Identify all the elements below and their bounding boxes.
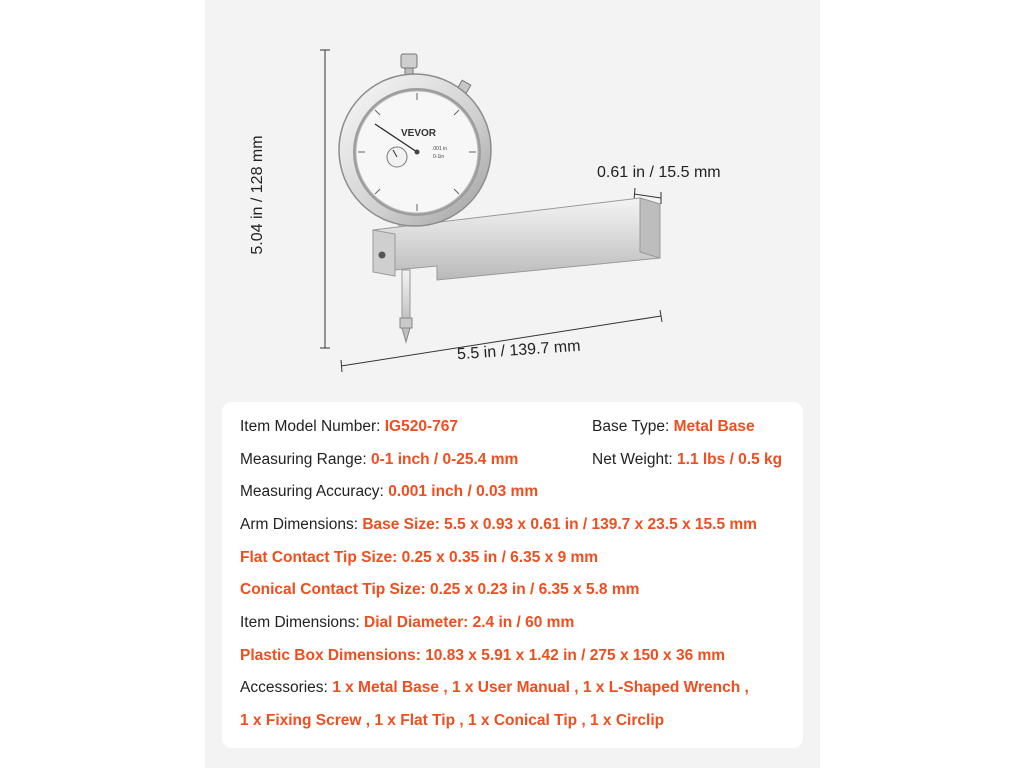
product-figure: [205, 0, 820, 400]
length-dimension-label: 5.5 in / 139.7 mm: [456, 337, 582, 364]
accessories-value-line1: 1 x Metal Base , 1 x User Manual , 1 x L-Shaped Wrench ,: [332, 679, 749, 696]
spec-row-flat-tip: [240, 549, 598, 567]
range-value: 0-1 inch / 0-25.4 mm: [370, 451, 519, 468]
spec-row-weight: [592, 451, 782, 469]
accuracy-label: Measuring Accuracy:: [240, 483, 384, 500]
spec-row-accessories: [240, 679, 749, 697]
spec-row-arm: [240, 516, 757, 534]
accessories-label: Accessories:: [240, 679, 328, 696]
base-type-label: Base Type:: [592, 418, 670, 435]
weight-value: 1.1 lbs / 0.5 kg: [677, 451, 783, 468]
spec-row-accuracy: [240, 483, 538, 501]
spec-row-item-dimensions: [240, 614, 574, 632]
dial-brand: VEVOR: [401, 128, 437, 139]
spec-card: [222, 402, 803, 748]
length-dimension-line: [341, 310, 662, 372]
accuracy-value: 0.001 inch / 0.03 mm: [388, 483, 539, 500]
spec-row-range: [240, 451, 518, 469]
spec-row-accessories-cont: [240, 712, 664, 730]
flat-tip-value: Flat Contact Tip Size: 0.25 x 0.35 in / 6.35 x 9 mm: [240, 549, 599, 566]
box-dimensions-value: Plastic Box Dimensions: 10.83 x 5.91 x 1.42 in / 275 x 150 x 36 mm: [240, 647, 726, 664]
item-dimensions-value: Dial Diameter: 2.4 in / 60 mm: [364, 614, 575, 631]
dial-resolution: .001 in: [432, 146, 448, 152]
spec-row-base-type: [592, 418, 755, 436]
dial-indicator-illustration: [205, 0, 820, 400]
item-dimensions-label: Item Dimensions:: [240, 614, 360, 631]
height-dimension-label: 5.04 in / 128 mm: [249, 135, 266, 255]
dial-range: 0-1in: [433, 154, 445, 160]
base-type-value: Metal Base: [673, 418, 755, 435]
dial-gauge: [339, 74, 491, 226]
spec-row-box: [240, 647, 725, 665]
spec-row-model: [240, 418, 458, 436]
model-value: IG520-767: [384, 418, 458, 435]
model-label: Item Model Number:: [240, 418, 381, 435]
spec-row-conical-tip: [240, 581, 639, 599]
range-label: Measuring Range:: [240, 451, 367, 468]
weight-label: Net Weight:: [592, 451, 673, 468]
arm-label: Arm Dimensions:: [240, 516, 358, 533]
conical-tip-value: Conical Contact Tip Size: 0.25 x 0.23 in / 6.35 x 5.8 mm: [240, 581, 640, 598]
arm-value: Base Size: 5.5 x 0.93 x 0.61 in / 139.7 x 23.5 x 15.5 mm: [362, 516, 757, 533]
accessories-value-line2: 1 x Fixing Screw , 1 x Flat Tip , 1 x Conical Tip , 1 x Circlip: [240, 712, 665, 729]
thickness-dimension-label: 0.61 in / 15.5 mm: [597, 164, 721, 181]
height-dimension-line: [320, 50, 330, 348]
